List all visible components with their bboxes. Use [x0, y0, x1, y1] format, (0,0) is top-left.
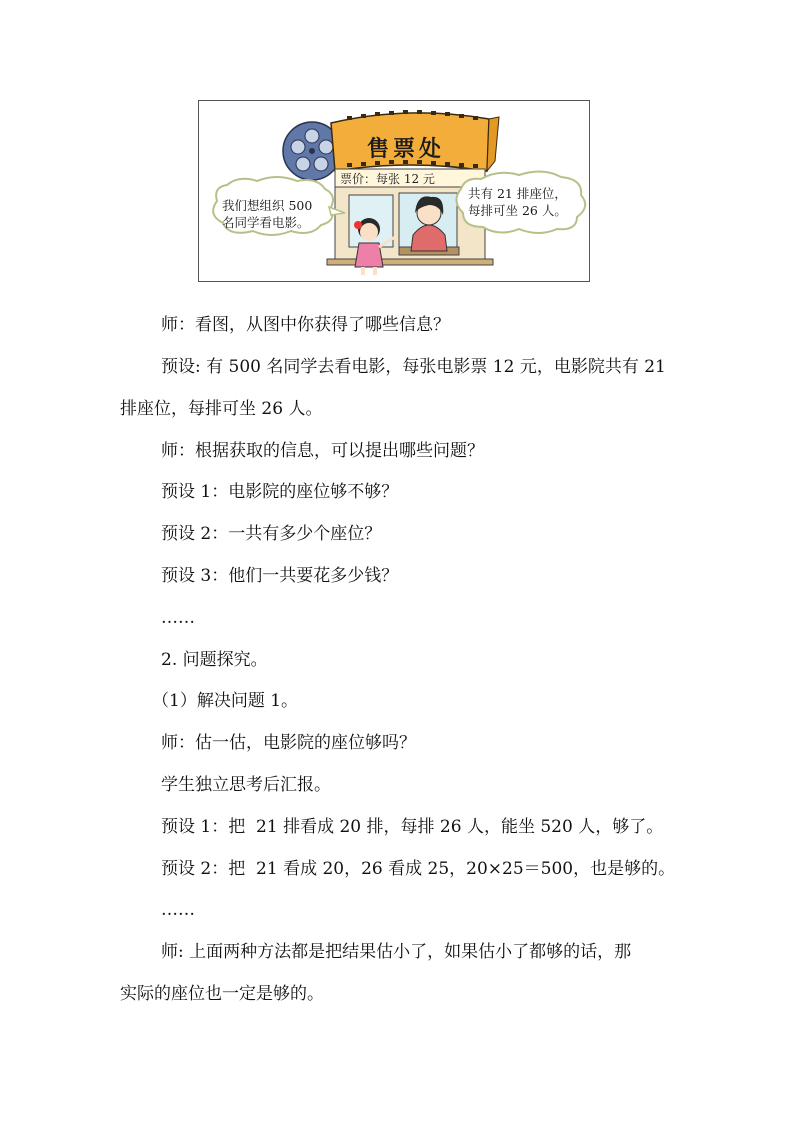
- paragraph-line: 预设 2：一共有多少个座位？: [161, 524, 382, 544]
- ellipsis-line: ……: [161, 900, 195, 920]
- paragraph-line: 预设: 有 500 名同学去看电影，每张电影票 12 元，电影院共有 21: [161, 357, 666, 377]
- ticket-office-sign: 售票处: [366, 137, 445, 162]
- paragraph-line: 排座位，每排可坐 26 人。: [120, 399, 323, 419]
- paragraph-line: 预设 1：把 21 排看成 20 排，每排 26 人，能坐 520 人，够了。: [161, 817, 664, 837]
- paragraph-line: 实际的座位也一定是够的。: [120, 984, 324, 1004]
- left-bubble-text: 我们想组织 500 名同学看电影。: [222, 198, 313, 230]
- paragraph-line: 师：估一估，电影院的座位够吗？: [161, 733, 416, 753]
- right-bubble-text: 共有 21 排座位， 每排可坐 26 人。: [468, 186, 567, 218]
- ellipsis-line: ……: [161, 608, 195, 628]
- paragraph-line: 师: 上面两种方法都是把结果估小了，如果估小了都够的话，那: [161, 942, 632, 962]
- paragraph-line: 预设 2：把 21 看成 20，26 看成 25，20×25＝500，也是够的。: [161, 859, 676, 879]
- ticket-price-label: 票价：每张 12 元: [340, 172, 435, 186]
- paragraph-line: 师：看图，从图中你获得了哪些信息？: [161, 315, 450, 335]
- paragraph-line: 预设 1：电影院的座位够不够？: [161, 482, 399, 502]
- paragraph-line: 预设 3：他们一共要花多少钱？: [161, 566, 399, 586]
- section-heading: 2. 问题探究。: [161, 650, 268, 670]
- subsection-heading: （1）解决问题 1。: [152, 691, 299, 711]
- paragraph-line: 学生独立思考后汇报。: [161, 775, 331, 795]
- paragraph-line: 师：根据获取的信息，可以提出哪些问题？: [161, 441, 484, 461]
